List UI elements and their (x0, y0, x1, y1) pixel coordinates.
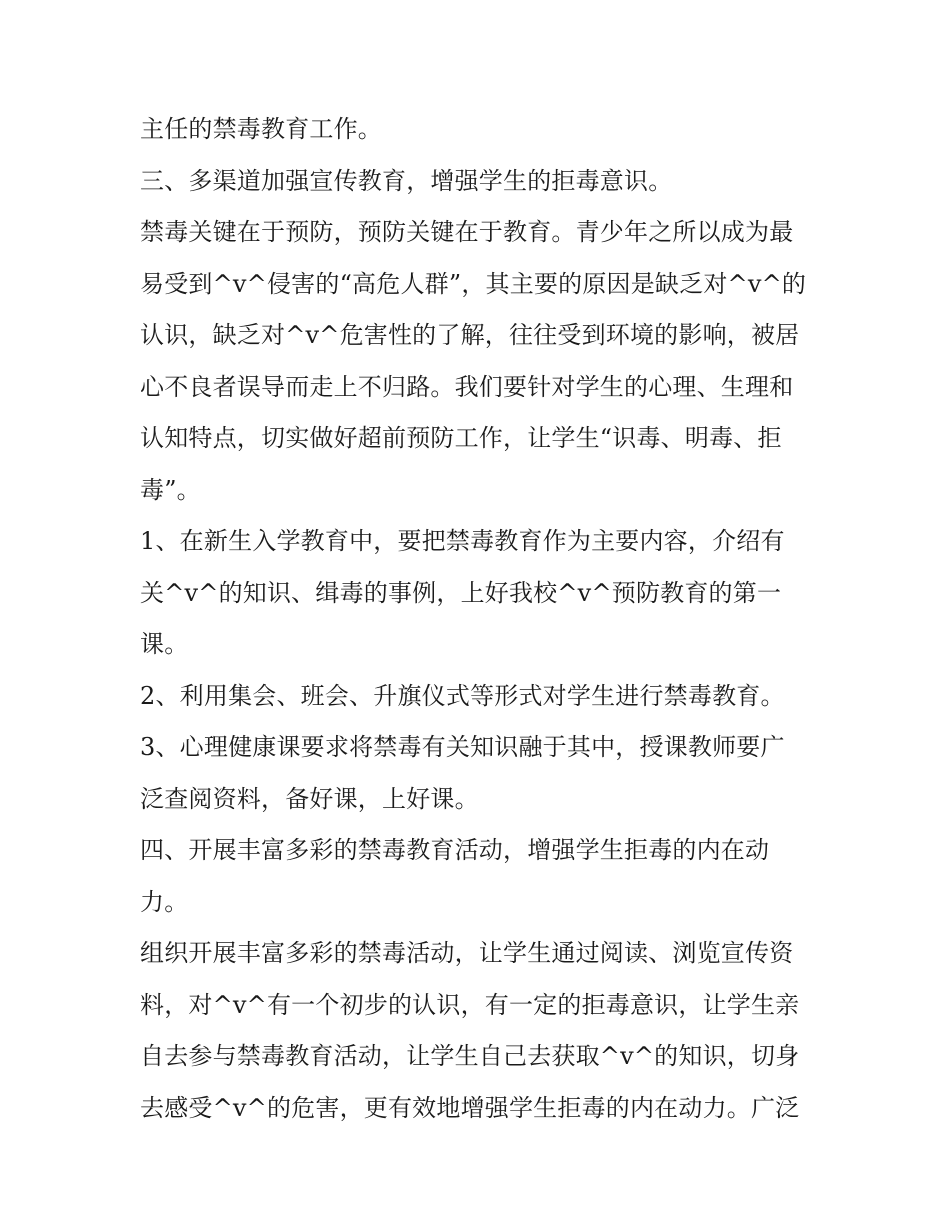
text-line: 心不良者误导而走上不归路。我们要针对学生的心理、生理和 (140, 372, 794, 401)
text-line: 课。 (140, 630, 189, 658)
text-line: 去感受^v^的危害，更有效地增强学生拒毒的内在动力。广泛 (140, 1093, 800, 1122)
text-line: 主任的禁毒教育工作。 (140, 115, 382, 143)
text-line: 组织开展丰富多彩的禁毒活动，让学生通过阅读、浏览宣传资 (140, 939, 794, 967)
list-item-3: 3、心理健康课要求将禁毒有关知识融于其中，授课教师要广 (140, 733, 785, 761)
text-line: 禁毒关键在于预防，预防关键在于教育。青少年之所以成为最 (140, 218, 794, 246)
list-item-2: 2、利用集会、班会、升旗仪式等形式对学生进行禁毒教育。 (140, 681, 785, 710)
text-line: 易受到^v^侵害的“高危人群”，其主要的原因是缺乏对^v^的 (140, 269, 807, 298)
text-line: 认知特点，切实做好超前预防工作，让学生“识毒、明毒、拒 (140, 424, 782, 452)
text-line: 毒”。 (140, 475, 201, 504)
text-line: 料，对^v^有一个初步的认识，有一定的拒毒意识，让学生亲 (140, 990, 800, 1019)
text-line: 泛查阅资料，备好课，上好课。 (140, 784, 479, 813)
text-line: 关^v^的知识、缉毒的事例，上好我校^v^预防教育的第一 (140, 578, 782, 607)
document-body (140, 104, 820, 1134)
text-line: 力。 (140, 887, 189, 916)
section-heading-3: 三、多渠道加强宣传教育，增强学生的拒毒意识。 (140, 166, 673, 195)
text-line: 认识，缺乏对^v^危害性的了解，往往受到环境的影响，被居 (140, 321, 800, 349)
section-heading-4: 四、开展丰富多彩的禁毒教育活动，增强学生拒毒的内在动 (140, 836, 770, 864)
list-item-1: 1、在新生入学教育中，要把禁毒教育作为主要内容，介绍有 (140, 527, 785, 555)
text-line: 自去参与禁毒教育活动，让学生自己去获取^v^的知识，切身 (140, 1042, 800, 1070)
